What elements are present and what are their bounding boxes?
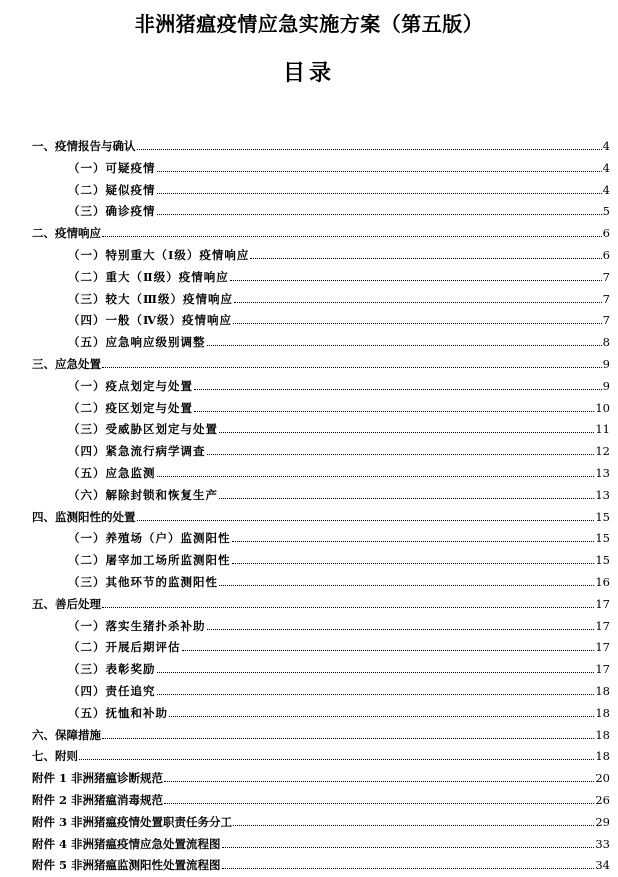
toc-entry[interactable] [32, 594, 610, 616]
toc-entry-title: 一、疫情报告与确认 [32, 139, 136, 153]
toc-entry[interactable] [32, 659, 610, 681]
dot-leader [164, 802, 594, 804]
toc-entry[interactable] [32, 550, 610, 572]
dot-leader [137, 519, 595, 521]
toc-entry-page-number: 5 [602, 204, 610, 219]
toc-entry-page-number: 4 [602, 160, 610, 175]
toc-entry[interactable] [32, 223, 610, 245]
toc-entry-title: （四）紧急流行病学调查 [68, 444, 206, 459]
toc-entry-page-number: 15 [595, 509, 610, 524]
toc-entry-page-number: 12 [595, 444, 610, 459]
toc-entry[interactable] [32, 310, 610, 332]
dot-leader [157, 671, 595, 673]
toc-entry[interactable] [32, 289, 610, 311]
toc-entry-page-number: 18 [595, 705, 610, 720]
toc-entry[interactable] [32, 180, 610, 202]
toc-entry-title: （四）责任追究 [68, 683, 156, 698]
toc-entry-title: （二）疫区划定与处置 [68, 400, 193, 415]
toc-entry-page-number: 10 [595, 400, 610, 415]
toc-entry-title: （四）一般（Ⅳ级）疫情响应 [68, 313, 233, 328]
toc-entry[interactable] [32, 507, 610, 529]
dot-leader [222, 846, 595, 848]
toc-entry-title: （二）开展后期评估 [68, 640, 181, 655]
toc-entry-title: （三）确诊疫情 [68, 204, 156, 219]
toc-entry-page-number: 7 [602, 269, 610, 284]
toc-entry-page-number: 4 [602, 139, 610, 153]
toc-entry[interactable] [32, 746, 610, 768]
dot-leader [207, 628, 595, 630]
dot-leader [79, 758, 594, 760]
dot-leader [233, 322, 602, 324]
toc-entry-title: （三）受威胁区划定与处置 [68, 422, 218, 437]
toc-entry-page-number: 8 [602, 335, 610, 350]
toc-entry-title: 五、善后处理 [32, 596, 101, 611]
toc-entry[interactable] [32, 201, 610, 223]
toc-entry-page-number: 17 [595, 640, 610, 655]
dot-leader [157, 213, 602, 215]
toc-entry-page-number: 15 [595, 553, 610, 568]
toc-entry-title: （一）落实生猪扑杀补助 [68, 618, 206, 633]
toc-entry-page-number: 7 [602, 313, 610, 328]
dot-leader [102, 606, 594, 608]
toc-entry[interactable] [32, 485, 610, 507]
toc-entry[interactable] [32, 354, 610, 376]
toc-entry[interactable] [32, 441, 610, 463]
toc-entry-title: 附件 5 非洲猪瘟监测阳性处置流程图 [32, 858, 221, 873]
dot-leader [233, 824, 594, 826]
dot-leader [250, 257, 601, 259]
dot-leader [207, 453, 595, 455]
toc-entry[interactable] [32, 572, 610, 594]
toc-entry-title: （三）其他环节的监测阳性 [68, 574, 218, 589]
toc-entry-title: 七、附则 [32, 749, 78, 764]
toc-entry-title: （五）应急响应级别调整 [68, 335, 206, 350]
toc-entry-page-number: 17 [595, 662, 610, 677]
toc-entry[interactable] [32, 136, 610, 158]
toc-entry[interactable] [32, 267, 610, 289]
toc-entry-page-number: 20 [595, 771, 610, 786]
toc-entry[interactable] [32, 463, 610, 485]
toc-entry[interactable] [32, 790, 610, 812]
toc-entry-page-number: 18 [595, 683, 610, 698]
dot-leader [222, 867, 595, 869]
dot-leader [157, 170, 602, 172]
toc-entry-title: 四、监测阳性的处置 [32, 509, 136, 524]
toc-entry[interactable] [32, 376, 610, 398]
toc-entry-page-number: 17 [595, 618, 610, 633]
toc-entry[interactable] [32, 398, 610, 420]
dot-leader [169, 715, 594, 717]
toc-entry[interactable] [32, 616, 610, 638]
toc-entry[interactable] [32, 725, 610, 747]
dot-leader [219, 584, 594, 586]
toc-entry[interactable] [32, 812, 610, 834]
toc-entry[interactable] [32, 703, 610, 725]
toc-entry-page-number: 15 [595, 531, 610, 546]
toc-entry[interactable] [32, 834, 610, 856]
toc-entry-page-number: 29 [595, 814, 610, 829]
toc-entry-title: （五）应急监测 [68, 465, 156, 480]
toc-entry-page-number: 6 [602, 226, 610, 241]
dot-leader [194, 388, 602, 390]
dot-leader [137, 148, 602, 150]
toc-entry-title: 三、应急处置 [32, 356, 101, 371]
toc-entry-title: 附件 2 非洲猪瘟消毒规范 [32, 792, 164, 807]
toc-entry-title: （六）解除封锁和恢复生产 [68, 487, 218, 502]
toc-entry-title: 二、疫情响应 [32, 226, 101, 241]
toc-entry[interactable] [32, 681, 610, 703]
toc-entry[interactable] [32, 768, 610, 790]
toc-entry-title: 附件 3 非洲猪瘟疫情处置职责任务分工 [32, 814, 233, 829]
toc-entry[interactable] [32, 245, 610, 267]
dot-leader [230, 279, 602, 281]
dot-leader [157, 475, 595, 477]
toc-entry-page-number: 9 [602, 356, 610, 371]
toc-entry[interactable] [32, 158, 610, 180]
toc-entry[interactable] [32, 528, 610, 550]
toc-entry-page-number: 26 [595, 792, 610, 807]
toc-entry-title: （五）抚恤和补助 [68, 705, 168, 720]
dot-leader [182, 649, 595, 651]
toc-entry-title: （一）特别重大（Ⅰ级）疫情响应 [68, 247, 250, 262]
dot-leader [157, 693, 595, 695]
toc-entry-page-number: 17 [595, 596, 610, 611]
toc-entry-page-number: 13 [595, 487, 610, 502]
toc-entry-title: 附件 1 非洲猪瘟诊断规范 [32, 771, 164, 786]
table-of-contents [32, 136, 610, 877]
dot-leader [102, 235, 602, 237]
toc-heading: 目录 [282, 60, 335, 86]
dot-leader [194, 410, 594, 412]
toc-entry-page-number: 11 [595, 422, 610, 437]
toc-entry-page-number: 9 [602, 378, 610, 393]
toc-entry-page-number: 16 [595, 574, 610, 589]
toc-entry-title: （三）表彰奖励 [68, 662, 156, 677]
toc-entry-title: （二）疑似疫情 [68, 182, 156, 197]
toc-entry-title: （一）可疑疫情 [68, 160, 156, 175]
toc-entry[interactable] [32, 419, 610, 441]
toc-entry-title: （二）屠宰加工场所监测阳性 [68, 553, 231, 568]
toc-entry-page-number: 4 [602, 182, 610, 197]
toc-entry[interactable] [32, 332, 610, 354]
toc-entry-page-number: 13 [595, 465, 610, 480]
toc-entry-title: （一）疫点划定与处置 [68, 378, 193, 393]
dot-leader [219, 497, 594, 499]
toc-entry-page-number: 34 [595, 858, 610, 873]
toc-entry-title: （一）养殖场（户）监测阳性 [68, 531, 231, 546]
dot-leader [207, 344, 602, 346]
dot-leader [164, 780, 594, 782]
toc-entry-page-number: 7 [602, 291, 610, 306]
toc-entry-page-number: 18 [595, 727, 610, 742]
dot-leader [232, 562, 595, 564]
dot-leader [232, 540, 595, 542]
toc-entry-page-number: 33 [595, 836, 610, 851]
dot-leader [219, 431, 594, 433]
dot-leader [102, 366, 602, 368]
toc-entry-title: 六、保障措施 [32, 727, 101, 742]
document-title: 非洲猪瘟疫情应急实施方案（第五版） [134, 12, 484, 36]
toc-entry-title: （二）重大（Ⅱ级）疫情响应 [68, 269, 229, 284]
toc-entry-title: 附件 4 非洲猪瘟疫情应急处置流程图 [32, 836, 221, 851]
toc-entry[interactable] [32, 637, 610, 659]
toc-entry-page-number: 18 [595, 749, 610, 764]
toc-entry-page-number: 6 [602, 247, 610, 262]
toc-entry-title: （三）较大（Ⅲ级）疫情响应 [68, 291, 234, 306]
dot-leader [102, 737, 594, 739]
dot-leader [157, 192, 602, 194]
dot-leader [234, 301, 602, 303]
